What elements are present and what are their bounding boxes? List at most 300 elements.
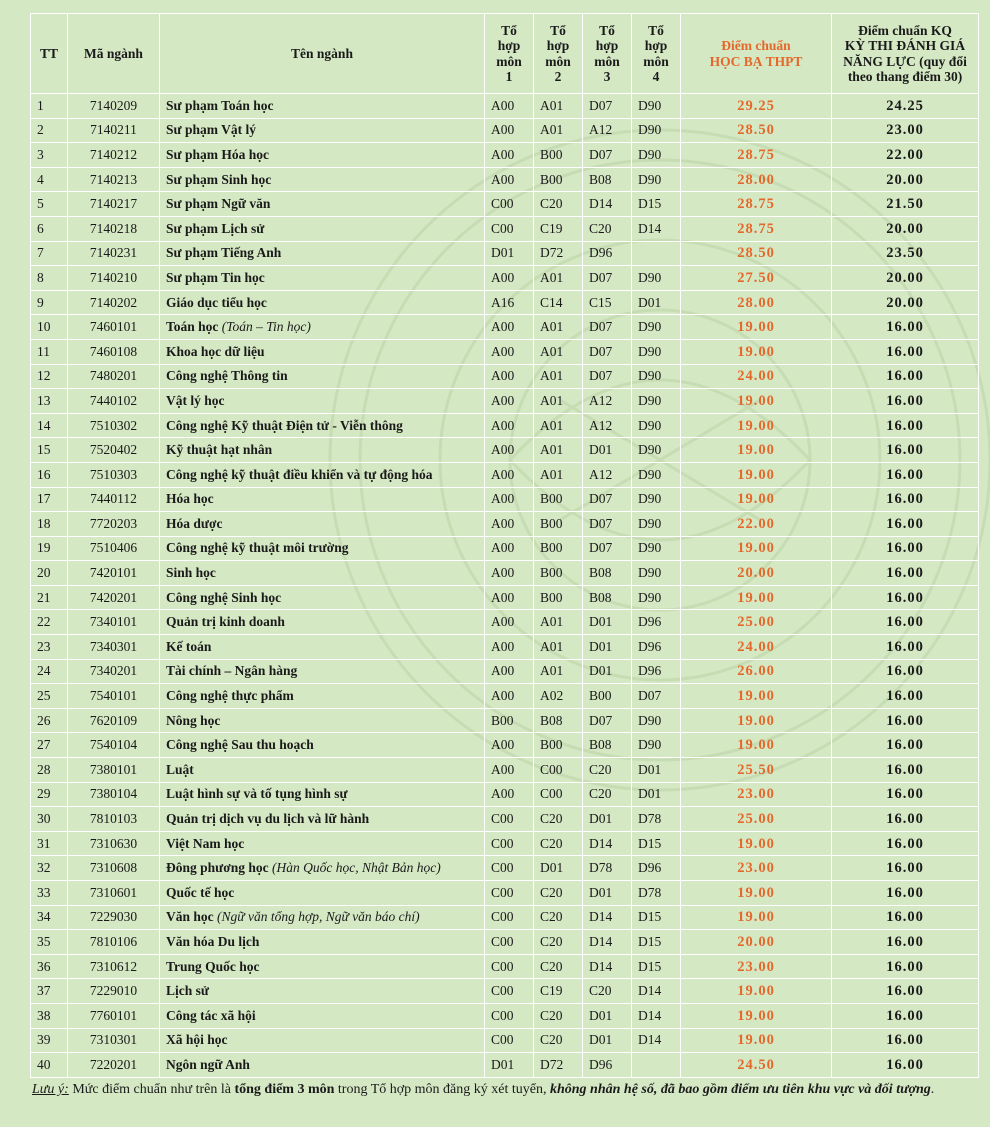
cell-to-hop-2: C14 [534, 290, 583, 315]
cell-to-hop-1: A00 [485, 684, 534, 709]
cell-diem-hoc-ba: 28.50 [681, 118, 832, 143]
cell-ten-nganh [160, 684, 485, 709]
cell-ten-nganh [160, 241, 485, 266]
cell-tt: 12 [31, 364, 68, 389]
table-row [31, 462, 979, 487]
cell-diem-dgnl: 16.00 [832, 1053, 979, 1078]
major-name: Công nghệ Sinh học [166, 589, 282, 605]
cell-to-hop-2: D01 [534, 856, 583, 881]
cell-to-hop-2: A01 [534, 118, 583, 143]
cell-to-hop-1: B00 [485, 708, 534, 733]
cell-to-hop-2: C20 [534, 1003, 583, 1028]
cell-ten-nganh [160, 339, 485, 364]
cell-ten-nganh [160, 512, 485, 537]
major-name: Sư phạm Tin học [166, 269, 265, 285]
cell-diem-dgnl: 16.00 [832, 831, 979, 856]
cell-diem-dgnl: 20.00 [832, 290, 979, 315]
cell-ma-nganh: 7510303 [68, 462, 160, 487]
cell-diem-dgnl: 16.00 [832, 1028, 979, 1053]
cell-tt: 31 [31, 831, 68, 856]
cell-diem-dgnl: 24.25 [832, 94, 979, 119]
cell-to-hop-2: A01 [534, 266, 583, 291]
cell-tt: 20 [31, 561, 68, 586]
footnote-label: Lưu ý: [32, 1082, 69, 1097]
cell-diem-hoc-ba: 24.00 [681, 364, 832, 389]
table-row [31, 905, 979, 930]
cell-to-hop-3: B08 [583, 733, 632, 758]
cell-to-hop-4: D78 [632, 807, 681, 832]
cell-to-hop-1: C00 [485, 979, 534, 1004]
header-line: 1 [505, 69, 513, 84]
cell-to-hop-2: C20 [534, 1028, 583, 1053]
cell-tt: 4 [31, 167, 68, 192]
cell-ten-nganh [160, 758, 485, 783]
footnote-text: Mức điểm chuẩn như trên là [68, 1082, 235, 1097]
cell-to-hop-3: D01 [583, 881, 632, 906]
cell-diem-hoc-ba: 19.00 [681, 905, 832, 930]
cell-to-hop-1: A00 [485, 143, 534, 168]
cell-diem-hoc-ba: 19.00 [681, 487, 832, 512]
cell-ten-nganh [160, 1028, 485, 1053]
cell-to-hop-2: C20 [534, 881, 583, 906]
cell-to-hop-4: D90 [632, 512, 681, 537]
cell-diem-dgnl: 16.00 [832, 1003, 979, 1028]
cell-to-hop-4: D90 [632, 438, 681, 463]
cell-ten-nganh [160, 192, 485, 217]
table-row [31, 487, 979, 512]
cell-ten-nganh [160, 881, 485, 906]
cell-tt: 29 [31, 782, 68, 807]
major-name: Khoa học dữ liệu [166, 343, 265, 359]
cell-to-hop-1: C00 [485, 807, 534, 832]
cell-tt: 35 [31, 930, 68, 955]
cell-to-hop-4: D01 [632, 758, 681, 783]
cell-diem-hoc-ba: 19.00 [681, 413, 832, 438]
cell-to-hop-1: A00 [485, 315, 534, 340]
cell-ma-nganh: 7140212 [68, 143, 160, 168]
cell-to-hop-2: A01 [534, 339, 583, 364]
cell-ten-nganh [160, 487, 485, 512]
cell-to-hop-2: C00 [534, 782, 583, 807]
cell-ten-nganh [160, 954, 485, 979]
cell-ma-nganh: 7220201 [68, 1053, 160, 1078]
cell-diem-dgnl: 23.00 [832, 118, 979, 143]
cell-to-hop-4: D90 [632, 561, 681, 586]
cell-diem-hoc-ba: 19.00 [681, 315, 832, 340]
cell-diem-hoc-ba: 19.00 [681, 438, 832, 463]
cell-diem-hoc-ba: 19.00 [681, 831, 832, 856]
cell-ten-nganh [160, 143, 485, 168]
cell-to-hop-1: A00 [485, 758, 534, 783]
cell-to-hop-1: C00 [485, 216, 534, 241]
cell-ma-nganh: 7140217 [68, 192, 160, 217]
header-line: Tổ [501, 22, 517, 38]
cell-to-hop-3: D14 [583, 905, 632, 930]
table-row [31, 1003, 979, 1028]
cell-to-hop-4: D01 [632, 290, 681, 315]
major-name: Sư phạm Hóa học [166, 146, 269, 162]
cell-diem-hoc-ba: 24.00 [681, 635, 832, 660]
cell-to-hop-2: C20 [534, 831, 583, 856]
cell-to-hop-2: C20 [534, 930, 583, 955]
cell-ma-nganh: 7140231 [68, 241, 160, 266]
cell-to-hop-4: D90 [632, 733, 681, 758]
table-row [31, 684, 979, 709]
cell-to-hop-3: C20 [583, 782, 632, 807]
cell-diem-dgnl: 16.00 [832, 979, 979, 1004]
cell-ma-nganh: 7510302 [68, 413, 160, 438]
cell-to-hop-2: B00 [534, 585, 583, 610]
cell-tt: 25 [31, 684, 68, 709]
table-row [31, 954, 979, 979]
major-name: Sinh học [166, 565, 216, 581]
table-row [31, 512, 979, 537]
major-name: Đông phương học [166, 860, 269, 876]
cell-diem-dgnl: 16.00 [832, 512, 979, 537]
cell-to-hop-3: D14 [583, 192, 632, 217]
table-row [31, 315, 979, 340]
major-name: Sư phạm Tiếng Anh [166, 245, 282, 261]
cell-to-hop-2: B00 [534, 167, 583, 192]
cell-to-hop-1: C00 [485, 192, 534, 217]
cell-ten-nganh [160, 930, 485, 955]
cell-to-hop-3: D96 [583, 1053, 632, 1078]
cell-ten-nganh [160, 118, 485, 143]
table-row [31, 708, 979, 733]
cell-diem-dgnl: 23.50 [832, 241, 979, 266]
table-row [31, 216, 979, 241]
cell-to-hop-2: D72 [534, 241, 583, 266]
cell-diem-hoc-ba: 20.00 [681, 930, 832, 955]
major-name: Sư phạm Vật lý [166, 122, 256, 138]
cell-ten-nganh [160, 94, 485, 119]
cell-ma-nganh: 7440102 [68, 389, 160, 414]
cell-diem-dgnl: 20.00 [832, 167, 979, 192]
cell-diem-hoc-ba: 25.00 [681, 610, 832, 635]
cell-diem-dgnl: 16.00 [832, 364, 979, 389]
cell-ma-nganh: 7140213 [68, 167, 160, 192]
cell-ten-nganh [160, 708, 485, 733]
header-line: hợp [546, 38, 570, 53]
cell-to-hop-1: C00 [485, 1003, 534, 1028]
cell-to-hop-4: D78 [632, 881, 681, 906]
cell-diem-dgnl: 16.00 [832, 339, 979, 364]
table-row [31, 585, 979, 610]
table-row [31, 881, 979, 906]
cell-ten-nganh [160, 905, 485, 930]
major-name: Công nghệ kỹ thuật môi trường [166, 540, 349, 556]
cell-to-hop-1: A00 [485, 389, 534, 414]
cell-to-hop-4: D96 [632, 610, 681, 635]
cell-tt: 11 [31, 339, 68, 364]
header-line: Tổ [599, 22, 615, 38]
table-row [31, 831, 979, 856]
cell-diem-dgnl: 16.00 [832, 782, 979, 807]
cell-ma-nganh: 7540101 [68, 684, 160, 709]
cell-ma-nganh: 7229010 [68, 979, 160, 1004]
col-header-ma-nganh: Mã ngành [68, 14, 160, 94]
header-line: Điểm chuẩn [721, 38, 791, 53]
cell-to-hop-2: A01 [534, 635, 583, 660]
cell-diem-hoc-ba: 29.25 [681, 94, 832, 119]
cell-to-hop-4: D96 [632, 856, 681, 881]
cell-to-hop-2: C20 [534, 905, 583, 930]
cell-to-hop-4: D90 [632, 266, 681, 291]
cell-diem-dgnl: 16.00 [832, 536, 979, 561]
cell-ma-nganh: 7140218 [68, 216, 160, 241]
cell-diem-hoc-ba: 19.00 [681, 708, 832, 733]
cell-to-hop-4: D90 [632, 118, 681, 143]
table-row [31, 758, 979, 783]
cell-to-hop-4: D15 [632, 192, 681, 217]
cell-ma-nganh: 7460101 [68, 315, 160, 340]
cell-to-hop-3: D01 [583, 1028, 632, 1053]
cell-to-hop-1: C00 [485, 856, 534, 881]
cell-diem-dgnl: 16.00 [832, 487, 979, 512]
cell-diem-dgnl: 16.00 [832, 315, 979, 340]
cell-diem-dgnl: 16.00 [832, 389, 979, 414]
cell-to-hop-2: A01 [534, 413, 583, 438]
table-row [31, 241, 979, 266]
cell-diem-dgnl: 16.00 [832, 733, 979, 758]
col-header-diem-hoc-ba [681, 14, 832, 94]
table-row [31, 192, 979, 217]
cell-ma-nganh: 7460108 [68, 339, 160, 364]
cell-diem-dgnl: 16.00 [832, 438, 979, 463]
cell-to-hop-4: D14 [632, 1028, 681, 1053]
cell-tt: 18 [31, 512, 68, 537]
cell-diem-hoc-ba: 19.00 [681, 733, 832, 758]
cell-to-hop-1: A00 [485, 413, 534, 438]
header-line: 4 [652, 69, 660, 84]
cell-diem-hoc-ba: 19.00 [681, 1028, 832, 1053]
cell-diem-dgnl: 16.00 [832, 610, 979, 635]
cell-to-hop-3: D01 [583, 1003, 632, 1028]
col-header-to-hop-2 [534, 14, 583, 94]
cell-diem-dgnl: 16.00 [832, 635, 979, 660]
cell-ten-nganh [160, 782, 485, 807]
header-line: hợp [497, 38, 521, 53]
cell-ten-nganh [160, 266, 485, 291]
cell-diem-hoc-ba: 28.50 [681, 241, 832, 266]
cell-to-hop-3: D07 [583, 266, 632, 291]
cell-to-hop-3: B00 [583, 684, 632, 709]
cell-diem-hoc-ba: 22.00 [681, 512, 832, 537]
cell-diem-hoc-ba: 27.50 [681, 266, 832, 291]
cell-to-hop-2: B00 [534, 733, 583, 758]
col-header-ten-nganh: Tên ngành [160, 14, 485, 94]
cell-to-hop-3: D14 [583, 930, 632, 955]
major-name: Quốc tế học [166, 884, 235, 900]
cell-tt: 13 [31, 389, 68, 414]
header-line: môn [643, 53, 669, 69]
cell-ma-nganh: 7380104 [68, 782, 160, 807]
cell-ma-nganh: 7310612 [68, 954, 160, 979]
footnote-text: . [930, 1082, 935, 1097]
cell-to-hop-4 [632, 241, 681, 266]
cell-ten-nganh [160, 807, 485, 832]
cell-tt: 8 [31, 266, 68, 291]
cell-to-hop-2: A01 [534, 462, 583, 487]
cell-tt: 33 [31, 881, 68, 906]
cell-to-hop-2: B00 [534, 487, 583, 512]
cell-tt: 40 [31, 1053, 68, 1078]
cell-diem-hoc-ba: 23.00 [681, 856, 832, 881]
cell-tt: 9 [31, 290, 68, 315]
cell-to-hop-2: A02 [534, 684, 583, 709]
cell-ma-nganh: 7480201 [68, 364, 160, 389]
cell-ma-nganh: 7340301 [68, 635, 160, 660]
cell-to-hop-2: C20 [534, 192, 583, 217]
cell-tt: 23 [31, 635, 68, 660]
cell-ten-nganh [160, 831, 485, 856]
cell-diem-dgnl: 16.00 [832, 684, 979, 709]
cell-to-hop-3: D07 [583, 94, 632, 119]
cell-ma-nganh: 7620109 [68, 708, 160, 733]
table-row [31, 389, 979, 414]
cell-ten-nganh [160, 635, 485, 660]
cell-ten-nganh [160, 536, 485, 561]
major-name: Văn học [166, 909, 214, 925]
cell-to-hop-2: D72 [534, 1053, 583, 1078]
major-name: Hóa học [166, 491, 214, 507]
cell-tt: 38 [31, 1003, 68, 1028]
cell-diem-hoc-ba: 19.00 [681, 684, 832, 709]
cell-ma-nganh: 7380101 [68, 758, 160, 783]
cell-diem-dgnl: 16.00 [832, 881, 979, 906]
cell-to-hop-3: A12 [583, 462, 632, 487]
col-header-to-hop-4 [632, 14, 681, 94]
cell-diem-hoc-ba: 20.00 [681, 561, 832, 586]
major-name: Lịch sử [166, 983, 209, 999]
major-name: Vật lý học [166, 392, 225, 408]
major-name: Công tác xã hội [166, 1007, 256, 1023]
cell-to-hop-1: A00 [485, 610, 534, 635]
major-name: Sư phạm Sinh học [166, 171, 272, 187]
header-line: môn [496, 53, 522, 69]
table-row [31, 1053, 979, 1078]
cell-to-hop-3: D07 [583, 364, 632, 389]
cell-ten-nganh [160, 413, 485, 438]
cell-tt: 21 [31, 585, 68, 610]
cell-ten-nganh [160, 733, 485, 758]
cell-to-hop-3: B08 [583, 167, 632, 192]
major-name: Nông học [166, 712, 221, 728]
table-row [31, 979, 979, 1004]
header-line: hợp [595, 38, 619, 53]
cell-to-hop-4: D90 [632, 462, 681, 487]
cell-to-hop-4: D15 [632, 905, 681, 930]
table-row [31, 364, 979, 389]
cell-to-hop-1: A00 [485, 167, 534, 192]
major-name: Luật hình sự và tố tụng hình sự [166, 786, 348, 802]
cell-ten-nganh [160, 979, 485, 1004]
cell-ten-nganh [160, 389, 485, 414]
header-line: 2 [554, 69, 562, 84]
cell-ten-nganh [160, 290, 485, 315]
cell-to-hop-1: C00 [485, 954, 534, 979]
cell-ma-nganh: 7760101 [68, 1003, 160, 1028]
cell-to-hop-2: A01 [534, 610, 583, 635]
header-line: Tổ [648, 22, 664, 38]
cell-tt: 6 [31, 216, 68, 241]
table-row [31, 659, 979, 684]
cell-ma-nganh: 7520402 [68, 438, 160, 463]
cell-to-hop-4: D90 [632, 167, 681, 192]
table-row [31, 856, 979, 881]
cell-to-hop-3: D07 [583, 512, 632, 537]
cell-tt: 19 [31, 536, 68, 561]
cell-to-hop-2: A01 [534, 659, 583, 684]
table-header-row [31, 14, 979, 94]
cell-to-hop-1: A00 [485, 438, 534, 463]
cell-ma-nganh: 7810103 [68, 807, 160, 832]
table-row [31, 635, 979, 660]
major-name: Kỹ thuật hạt nhân [166, 442, 273, 458]
table-row [31, 733, 979, 758]
cell-to-hop-4: D90 [632, 413, 681, 438]
cell-tt: 15 [31, 438, 68, 463]
cell-tt: 27 [31, 733, 68, 758]
cell-ma-nganh: 7140209 [68, 94, 160, 119]
cell-diem-hoc-ba: 28.75 [681, 192, 832, 217]
header-line: theo thang điểm 30) [847, 69, 963, 84]
major-note: (Toán – Tin học) [221, 319, 311, 335]
cell-to-hop-2: A01 [534, 389, 583, 414]
cell-diem-hoc-ba: 28.00 [681, 290, 832, 315]
cell-to-hop-3: D01 [583, 438, 632, 463]
cell-to-hop-1: A00 [485, 118, 534, 143]
cell-tt: 36 [31, 954, 68, 979]
cell-ma-nganh: 7440112 [68, 487, 160, 512]
cell-ten-nganh [160, 1053, 485, 1078]
cell-ten-nganh [160, 1003, 485, 1028]
cell-tt: 22 [31, 610, 68, 635]
cell-diem-hoc-ba: 28.75 [681, 143, 832, 168]
cell-to-hop-2: B00 [534, 512, 583, 537]
cell-ma-nganh: 7310601 [68, 881, 160, 906]
major-name: Ngôn ngữ Anh [166, 1056, 250, 1072]
cell-to-hop-4: D14 [632, 979, 681, 1004]
cell-to-hop-1: A00 [485, 659, 534, 684]
cell-diem-hoc-ba: 24.50 [681, 1053, 832, 1078]
cell-to-hop-4: D96 [632, 659, 681, 684]
cell-diem-hoc-ba: 19.00 [681, 536, 832, 561]
table-row [31, 143, 979, 168]
cell-to-hop-1: A00 [485, 536, 534, 561]
table-row [31, 413, 979, 438]
cell-to-hop-3: D01 [583, 610, 632, 635]
cell-ten-nganh [160, 438, 485, 463]
cell-ma-nganh: 7310630 [68, 831, 160, 856]
cell-to-hop-4: D14 [632, 216, 681, 241]
cell-to-hop-4: D90 [632, 94, 681, 119]
cell-to-hop-2: A01 [534, 364, 583, 389]
cell-diem-dgnl: 16.00 [832, 954, 979, 979]
cell-diem-dgnl: 16.00 [832, 807, 979, 832]
major-name: Công nghệ Kỹ thuật Điện tử - Viễn thông [166, 417, 403, 433]
cell-ten-nganh [160, 561, 485, 586]
cell-to-hop-2: B00 [534, 536, 583, 561]
table-row [31, 266, 979, 291]
cell-to-hop-1: A00 [485, 339, 534, 364]
cell-ten-nganh [160, 315, 485, 340]
cell-diem-hoc-ba: 26.00 [681, 659, 832, 684]
header-line: hợp [644, 38, 668, 53]
cell-to-hop-3: D01 [583, 635, 632, 660]
major-name: Giáo dục tiểu học [166, 294, 267, 310]
table-row [31, 94, 979, 119]
